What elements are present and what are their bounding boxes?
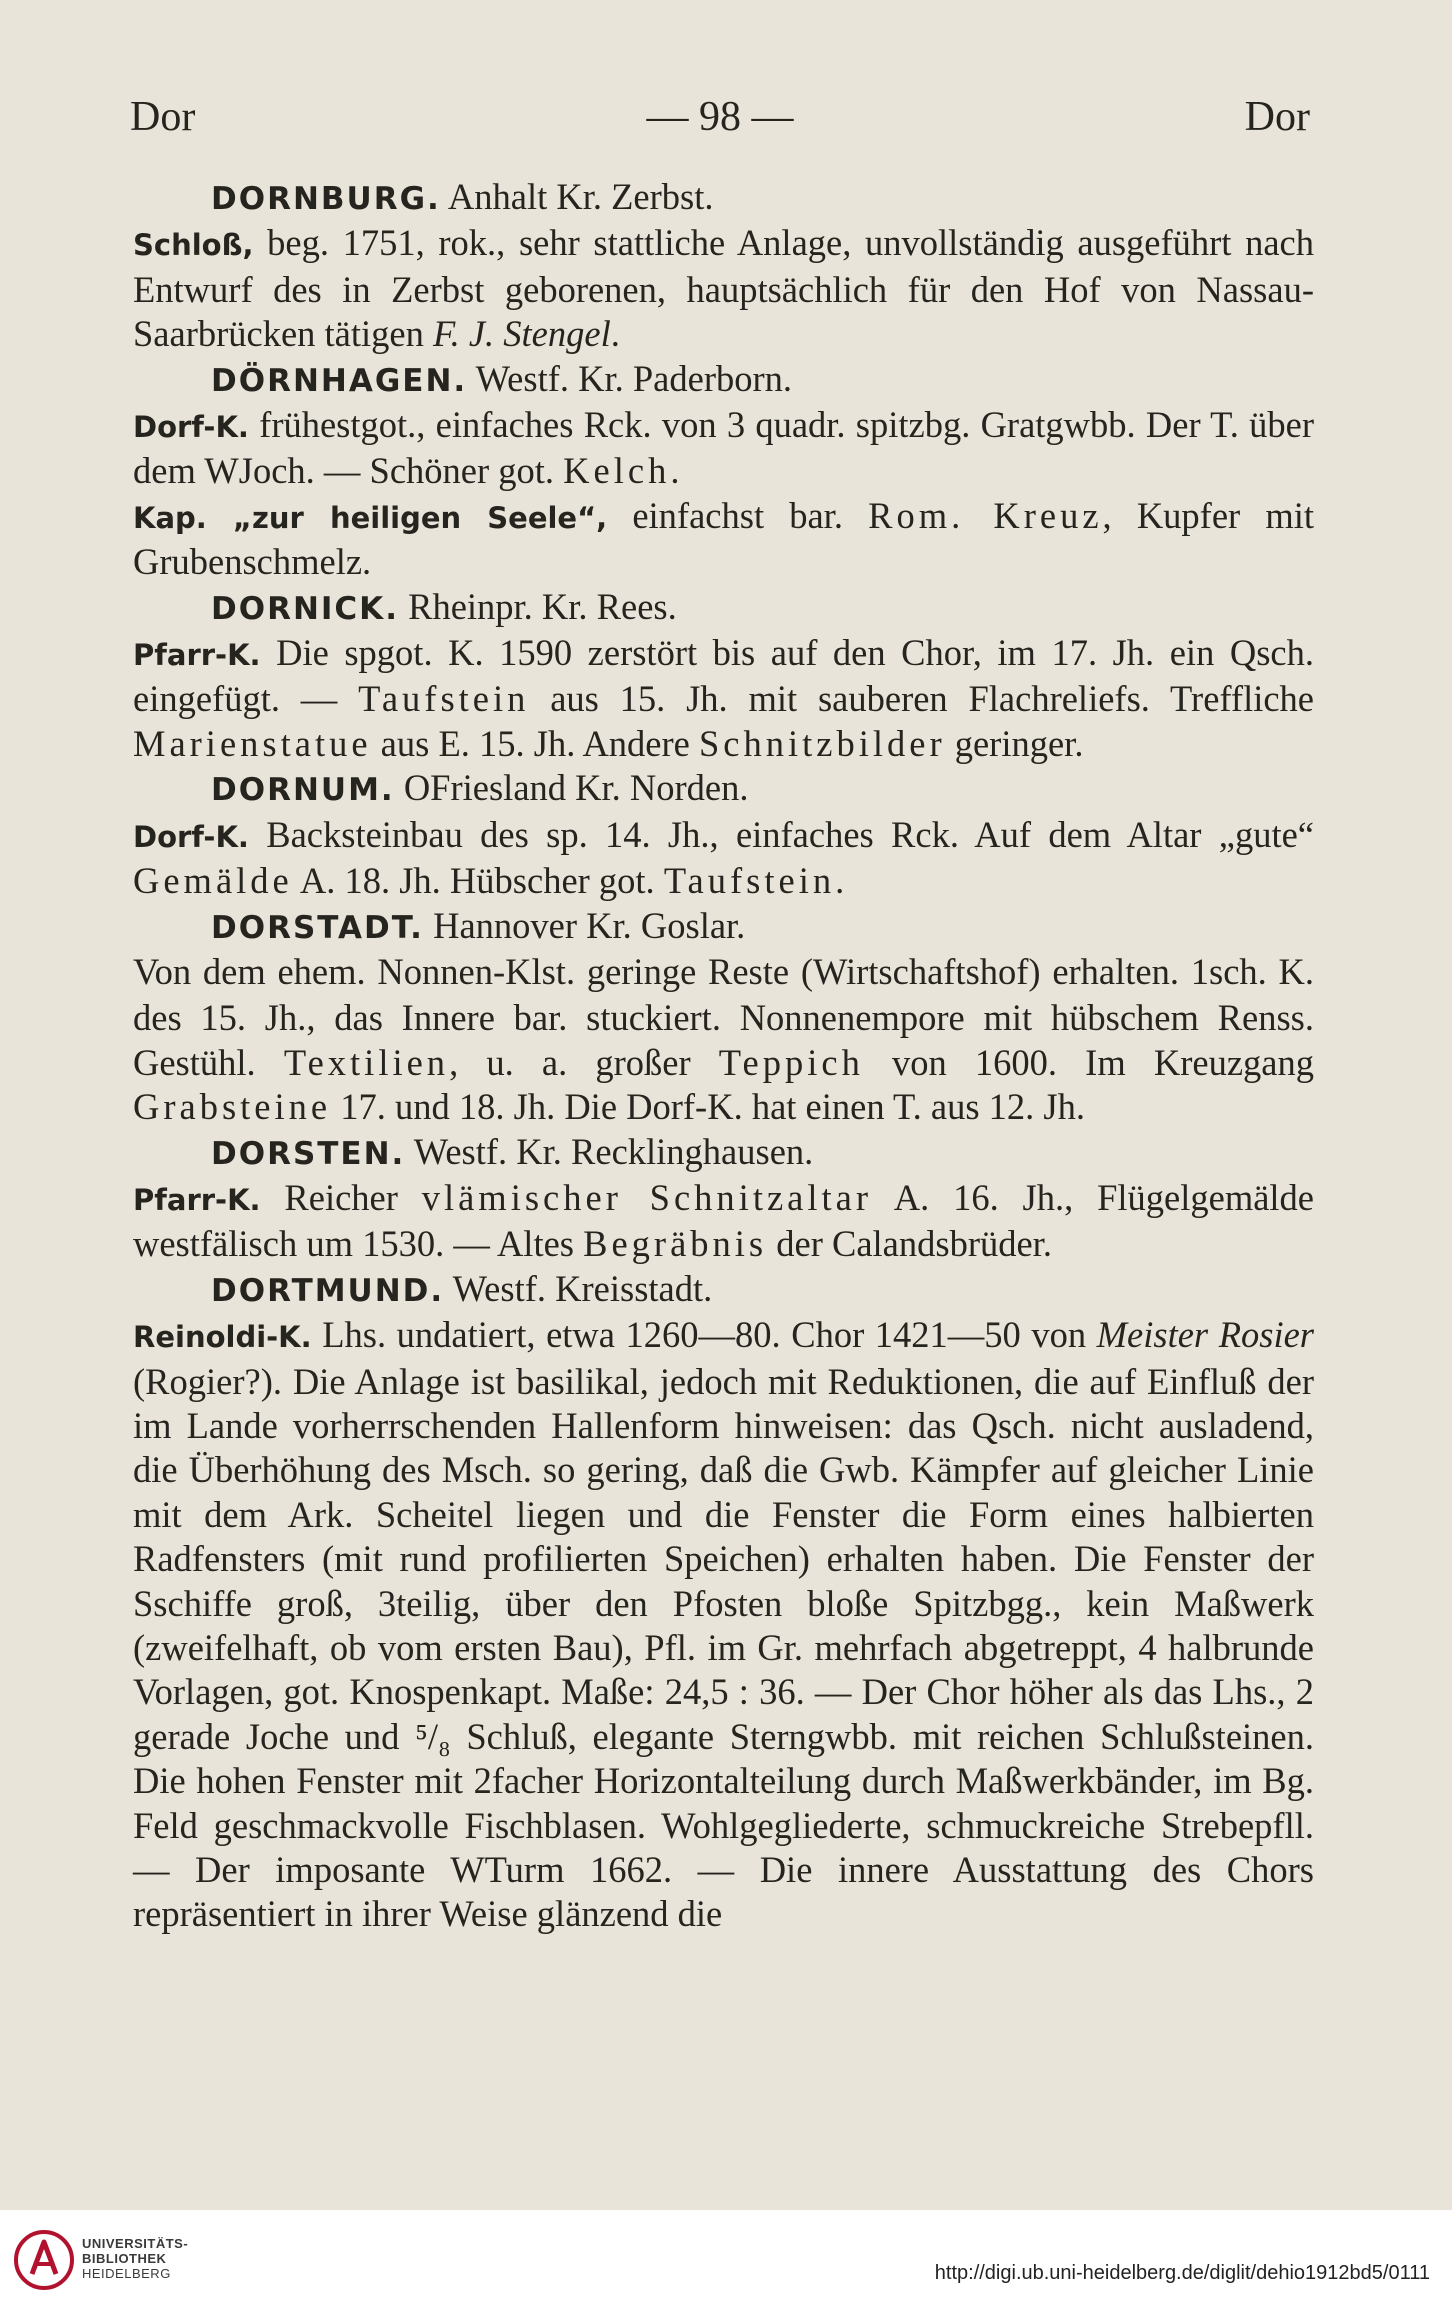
entry-paragraph: Dorf-K. Backsteinbau des sp. 14. Jh., einfaches Rck. Auf dem Altar „gute“ Gemälde A. 18. Jh. Hübscher got. Taufstein. [133, 813, 1314, 902]
header-left-keyword: Dor [130, 94, 196, 140]
source-url-link[interactable]: http://digi.ub.uni-heidelberg.de/diglit/dehio1912bd5/0111 [934, 2262, 1430, 2284]
library-name: UNIVERSITÄTS- BIBLIOTHEK HEIDELBERG [82, 2236, 189, 2281]
page-body-text [133, 175, 1314, 1937]
page-number: — 98 — [646, 94, 794, 140]
entry-paragraph: Pfarr-K. Die spgot. K. 1590 zerstört bis auf den Chor, im 17. Jh. ein Qsch. eingefügt. — Taufstein aus 15. Jh. mit sauberen Flachreliefs. Treffliche Marienstatue aus E. 15. Jh. Andere Schnitzbilder geringer. [133, 632, 1314, 764]
entry-paragraph: Kap. „zur heiligen Seele“, einfachst bar. Rom. Kreuz, Kupfer mit Grubenschmelz. [133, 494, 1315, 583]
entry-paragraph: Pfarr-K. Reicher vlämischer Schnitzaltar A. 16. Jh., Flügelgemälde westfälisch um 1530. — Altes Begräbnis der Calandsbrüder. [133, 1176, 1315, 1265]
digitization-footer [0, 2210, 1452, 2310]
entry-heading: DORSTEN. Westf. Kr. Recklinghausen. [211, 1130, 814, 1172]
entry-heading: DÖRNHAGEN. Westf. Kr. Paderborn. [211, 357, 793, 399]
entry-heading: DORTMUND. Westf. Kreisstadt. [211, 1267, 713, 1309]
entry-paragraph: Dorf-K. frühestgot., einfaches Rck. von 3 quadr. spitzbg. Gratgwbb. Der T. über dem WJoch. — Schöner got. Kelch. [133, 404, 1314, 492]
entry-heading: DORNICK. Rheinpr. Kr. Rees. [211, 585, 677, 627]
entry-heading: DORNBURG. Anhalt Kr. Zerbst. [211, 176, 714, 217]
entry-paragraph: Schloß, beg. 1751, rok., sehr stattliche Anlage, unvollständig ausgeführt nach Entwurf des in Zerbst geborenen, hauptsächlich für den Hof von Nassau-Saarbrücken tätigen F. J. Stengel. [133, 222, 1314, 355]
entry-heading: DORSTADT. Hannover Kr. Goslar. [211, 904, 746, 946]
entry-heading: DORNUM. OFriesland Kr. Norden. [211, 767, 749, 809]
university-library-logo-icon [14, 2230, 74, 2290]
entry-paragraph: Von dem ehem. Nonnen-Klst. geringe Reste (Wirtschaftshof) erhalten. 1sch. K. des 15. Jh., das Innere bar. stuckiert. Nonnenempore mit hübschem Renss. Gestühl. Textilien, u. a. großer Teppich von 1600. Im Kreuzgang Grabsteine 17. und 18. Jh. Die Dorf-K. hat einen T. aus 12. Jh. [133, 950, 1314, 1128]
running-header [130, 92, 1310, 142]
header-right-keyword: Dor [1244, 94, 1310, 140]
entry-paragraph: Reinoldi-K. Lhs. undatiert, etwa 1260—80. Chor 1421—50 von Meister Rosier (Rogier?). Die Anlage ist basilikal, jedoch mit Reduktionen, die auf Einfluß der im Lande vorherrschenden Hallenform hinweisen: das Qsch. nicht ausladend, die Überhöhung des Msch. so gering, daß die Gwb. Kämpfer auf gleicher Linie mit dem Ark. Scheitel liegen und die Fenster die Form eines halbierten Radfensters (mit rund profilierten Speichen) erhalten haben. Die Fenster der Sschiffe groß, 3teilig, über den Pfosten bloße Spitzbgg., kein Maßwerk (zweifelhaft, ob vom ersten Bau), Pfl. im Gr. mehrfach abgetreppt, 4 halbrunde Vorlagen, got. Knospenkapt. Maße: 24,5 : 36. — Der Chor höher als das Lhs., 2 gerade Joche und ⁵/₈ Schluß, elegante Sterngwbb. mit reichen Schlußsteinen. Die hohen Fenster mit 2facher Horizontalteilung durch Maßwerkbänder, im Bg. Feld geschmackvolle Fischblasen. Wohlgegliederte, schmuckreiche Strebepfll. — Der imposante WTurm 1662. — Die innere Ausstattung des Chors repräsentiert in ihrer Weise glänzend die [133, 1314, 1314, 1935]
